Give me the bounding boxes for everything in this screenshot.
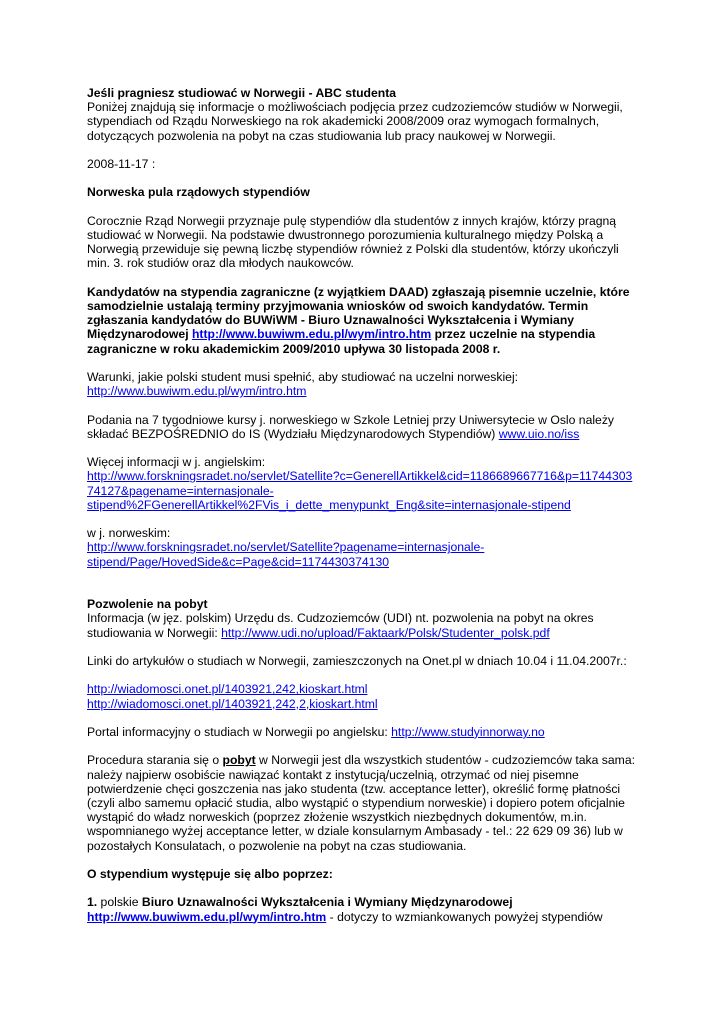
intro-line-2: stypendiach od Rządu Norweskiego na rok akademicki 2008/2009 oraz wymogach formalnych, bbox=[87, 114, 600, 129]
pobyt-line-2-prefix: studiowania w Norwegii: bbox=[87, 625, 222, 640]
pula-line-4: min. 3. rok studiów oraz dla młodych naukowców. bbox=[87, 256, 354, 271]
pula-heading-text: Norweska pula rządowych stypendiów bbox=[87, 185, 310, 200]
warunki-text: Warunki, jakie polski student musi spełnić, aby studiować na uczelni norweskiej: bbox=[87, 369, 519, 384]
kandydaci-paragraph bbox=[87, 285, 647, 356]
pobyt-heading: Pozwolenie na pobyt bbox=[87, 597, 208, 612]
onet-link-1[interactable]: http://wiadomosci.onet.pl/1403921,242,kioskart.html bbox=[87, 682, 368, 697]
procedura-pobyt-emphasis: pobyt bbox=[222, 753, 256, 768]
intro-paragraph bbox=[87, 86, 647, 143]
stypendium-heading-text: O stypendium występuje się albo poprzez: bbox=[87, 866, 333, 881]
norweski-paragraph bbox=[87, 526, 647, 569]
uio-link[interactable]: www.uio.no/iss bbox=[498, 426, 580, 441]
intro-line-3: dotyczących pozwolenia na pobyt na czas studiowania lub pracy naukowej w Norwegii. bbox=[87, 128, 556, 143]
procedura-line-1-suffix: w Norwegii jest dla wszystkich studentów - cudzoziemców taka sama: bbox=[255, 753, 635, 768]
forskningsradet-eng-link-part-1[interactable]: http://www.forskningsradet.no/servlet/Satellite?c=GenerellArtikkel&cid=1186689667716&p=11744303 bbox=[87, 469, 633, 484]
procedura-line-3: potwierdzenie chęci goszczenia nas jako studenta (tzw. acceptance letter), określić formę płatności bbox=[87, 781, 621, 796]
onet-text: Linki do artykułów o studiach w Norwegii, zamieszczonych na Onet.pl w dniach 10.04 i 11.04.2007r.: bbox=[87, 653, 627, 668]
pobyt-line-1: Informacja (w jęz. polskim) Urzędu ds. Cudzoziemców (UDI) nt. pozwolenia na pobyt na okres bbox=[87, 611, 594, 626]
pula-heading bbox=[87, 185, 647, 199]
portal-text: Portal informacyjny o studiach w Norwegii po angielsku: bbox=[87, 724, 392, 739]
spacer bbox=[87, 583, 647, 597]
kandydaci-line-1: Kandydatów na stypendia zagraniczne (z wyjątkiem DAAD) zgłaszają pisemnie uczelnie, które bbox=[87, 284, 630, 299]
procedura-line-2: należy najpierw osobiście nawiązać kontakt z instytucją/uczelnią, otrzymać od niej pisemne bbox=[87, 767, 579, 782]
pobyt-paragraph bbox=[87, 597, 647, 640]
pula-line-3: Norwegią przewiduje się pewną liczbę stypendiów również z Polski dla studentów, którzy ukończyli bbox=[87, 242, 619, 257]
studyinnorway-link[interactable]: http://www.studyinnorway.no bbox=[391, 724, 545, 739]
kandydaci-line-4-suffix: przez uczelnie na stypendia bbox=[431, 327, 596, 342]
kursy-paragraph bbox=[87, 413, 647, 441]
buwiwm-link[interactable]: http://www.buwiwm.edu.pl/wym/intro.htm bbox=[191, 327, 432, 342]
pula-line-1: Corocznie Rząd Norwegii przyznaje pulę stypendiów dla studentów z innych krajów, którzy pragną bbox=[87, 213, 617, 228]
procedura-line-6: wspomnianego wyżej acceptance letter, w dziale konsularnym Ambasady - tel.: 22 629 09 36) lub w bbox=[87, 824, 623, 839]
stypendium-heading bbox=[87, 867, 647, 881]
pula-line-2: studiować w Norwegii. Na podstawie dwustronnego porozumienia kulturalnego między Polską a bbox=[87, 227, 604, 242]
angielski-text: Więcej informacji w j. angielskim: bbox=[87, 455, 266, 470]
onet-link-2[interactable]: http://wiadomosci.onet.pl/1403921,242,2,kioskart.html bbox=[87, 696, 378, 711]
forskningsradet-eng-link-part-2[interactable]: 74127&pagename=internasjonale- bbox=[87, 483, 274, 498]
portal-paragraph bbox=[87, 725, 647, 739]
onet-paragraph bbox=[87, 654, 647, 668]
stypendium-item-number: 1. bbox=[87, 895, 98, 910]
onet-links bbox=[87, 682, 647, 710]
udi-link[interactable]: http://www.udi.no/upload/Faktaark/Polsk/Studenter_polsk.pdf bbox=[221, 625, 550, 640]
kandydaci-line-4-prefix: Międzynarodowej bbox=[87, 327, 192, 342]
norweski-text: w j. norweskim: bbox=[87, 526, 171, 541]
procedura-line-1-prefix: Procedura starania się o bbox=[87, 753, 223, 768]
stypendium-item-prefix: polskie bbox=[97, 895, 142, 910]
stypendium-buwiwm-link[interactable]: http://www.buwiwm.edu.pl/wym/intro.htm bbox=[87, 909, 327, 924]
document-page bbox=[87, 86, 647, 938]
kandydaci-line-3: zgłaszania kandydatów do BUWiWM - Biuro Uznawalności Wykształcenia i Wymiany bbox=[87, 313, 575, 328]
stypendium-item-1 bbox=[87, 895, 647, 923]
intro-line-1: Poniżej znajdują się informacje o możliwościach podjęcia przez cudzoziemców studiów w Norwegii, bbox=[87, 100, 623, 115]
warunki-link[interactable]: http://www.buwiwm.edu.pl/wym/intro.htm bbox=[87, 384, 307, 399]
procedura-paragraph bbox=[87, 753, 647, 852]
kandydaci-line-5: zagraniczne w roku akademickim 2009/2010 upływa 30 listopada 2008 r. bbox=[87, 341, 501, 356]
procedura-line-7: pozostałych Konsulatach, o pozwolenie na pobyt na czas studiowania. bbox=[87, 838, 467, 853]
procedura-line-4: (czyli albo samemu opłacić studia, albo wystąpić o stypendium norweskie) i dopiero potem oficjalnie bbox=[87, 795, 625, 810]
page-title: Jeśli pragniesz studiować w Norwegii - ABC studenta bbox=[87, 86, 397, 100]
stypendium-item-suffix: - dotyczy to wzmiankowanych powyżej stypendiów bbox=[326, 909, 603, 924]
kandydaci-line-2: samodzielnie ustalają terminy przyjmowania wniosków od swoich kandydatów. Termin bbox=[87, 298, 589, 313]
date-line: 2008-11-17 : bbox=[87, 157, 156, 171]
angielski-paragraph bbox=[87, 455, 647, 512]
warunki-paragraph bbox=[87, 370, 647, 398]
forskningsradet-no-link-part-2[interactable]: stipend/Page/HovedSide&c=Page&cid=1174430374130 bbox=[87, 554, 389, 569]
kursy-line-1: Podania na 7 tygodniowe kursy j. norweskiego w Szkole Letniej przy Uniwersytecie w Oslo należy bbox=[87, 412, 615, 427]
procedura-line-5: wystąpić do władz norweskich (poprzez złożenie wszystkich niezbędnych dokumentów, m.in. bbox=[87, 810, 587, 825]
stypendium-item-institution: Biuro Uznawalności Wykształcenia i Wymiany Międzynarodowej bbox=[141, 895, 513, 910]
forskningsradet-no-link-part-1[interactable]: http://www.forskningsradet.no/servlet/Satellite?pagename=internasjonale- bbox=[87, 540, 485, 555]
forskningsradet-eng-link-part-3[interactable]: stipend%2FGenerellArtikkel%2FVis_i_dette_menypunkt_Eng&site=internasjonale-stipend bbox=[87, 497, 571, 512]
pula-paragraph bbox=[87, 214, 647, 271]
kursy-line-2: składać BEZPOŚREDNIO do IS (Wydziału Międzynarodowych Stypendiów) bbox=[87, 426, 499, 441]
